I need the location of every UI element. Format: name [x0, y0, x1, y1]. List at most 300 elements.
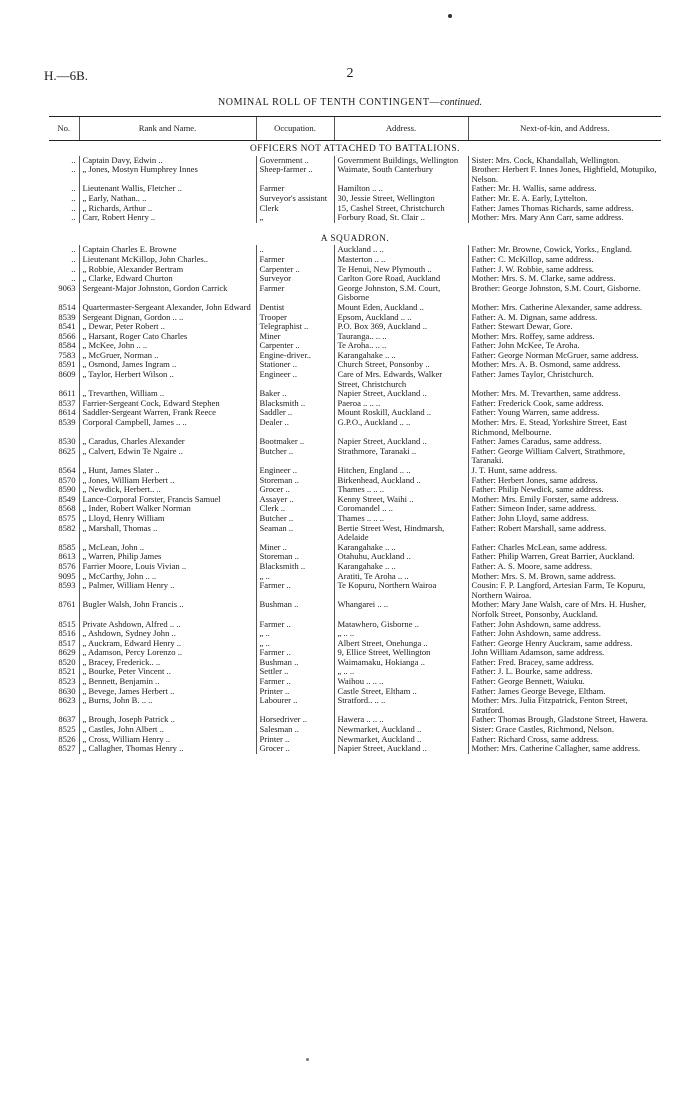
table-row: [49, 572, 661, 582]
cell-next-of-kin: Mother: Mrs. S. M. Brown, same address.: [468, 572, 661, 582]
cell-rank-name: „ Brough, Joseph Patrick ..: [79, 715, 256, 725]
cell-address: Hitchen, England .. ..: [334, 466, 468, 476]
cell-rank-name: Lance-Corporal Forster, Francis Samuel: [79, 495, 256, 505]
cell-occupation: Surveyor: [256, 274, 334, 284]
cell-address: Kenny Street, Waihi ..: [334, 495, 468, 505]
cell-address: 30, Jessie Street, Wellington: [334, 194, 468, 204]
cell-number: 8575: [58, 513, 76, 523]
cell-occupation: Blacksmith ..: [256, 562, 334, 572]
cell-rank-name: „ Caradus, Charles Alexander: [79, 437, 256, 447]
table-row: [49, 389, 661, 399]
cell-number: 8520: [58, 657, 76, 667]
table-row: [49, 341, 661, 351]
table-row: [49, 399, 661, 409]
cell-address: Bertie Street West, Hindmarsh, Adelaide: [334, 524, 468, 543]
cell-address: Masterton .. ..: [334, 255, 468, 265]
cell-occupation: Bushman ..: [256, 600, 334, 619]
table-row: [49, 658, 661, 668]
table-row: [49, 677, 661, 687]
cell-rank-name: „ Lloyd, Henry William: [79, 514, 256, 524]
cell-next-of-kin: Mother: Mrs. Mary Ann Carr, same address.: [468, 213, 661, 223]
cell-rank-name: Captain Davy, Edwin ..: [79, 156, 256, 166]
table-row: [49, 696, 661, 715]
cell-occupation: Engine-driver..: [256, 351, 334, 361]
table-row: [49, 184, 661, 194]
cell-next-of-kin: Sister: Grace Castles, Richmond, Nelson.: [468, 725, 661, 735]
table-row: [49, 744, 661, 754]
cell-occupation: Horsedriver ..: [256, 715, 334, 725]
cell-address: Newmarket, Auckland ..: [334, 735, 468, 745]
cell-occupation: Settler ..: [256, 667, 334, 677]
cell-address: „ .. ..: [334, 667, 468, 677]
cell-address: Karangahake .. ..: [334, 543, 468, 553]
cell-number: 8593: [58, 581, 76, 591]
table-row: [49, 245, 661, 255]
cell-occupation: Printer ..: [256, 687, 334, 697]
cell-rank-name: „ Clarke, Edward Churton: [79, 274, 256, 284]
cell-occupation: Surveyor's assistant: [256, 194, 334, 204]
cell-rank-name: Farrier Moore, Louis Vivian ..: [79, 562, 256, 572]
cell-number: ..: [71, 264, 76, 274]
cell-occupation: Carpenter ..: [256, 341, 334, 351]
cell-address: Newmarket, Auckland ..: [334, 725, 468, 735]
cell-next-of-kin: Father: Mr. Browne, Cowick, Yorks., England.: [468, 245, 661, 255]
table-row: [49, 648, 661, 658]
table-row: [49, 620, 661, 630]
cell-address: Matawhero, Gisborne ..: [334, 620, 468, 630]
cell-rank-name: „ Jones, Mostyn Humphrey Innes: [79, 165, 256, 184]
cell-address: Karangahake .. ..: [334, 351, 468, 361]
cell-occupation: Bushman ..: [256, 658, 334, 668]
cell-number: 8591: [58, 360, 76, 370]
table-row: [49, 351, 661, 361]
table-row: [49, 476, 661, 486]
table-row: [49, 204, 661, 214]
table-row: [49, 360, 661, 370]
cell-number: 8527: [58, 744, 76, 754]
table-row: [49, 447, 661, 466]
cell-address: Te Henui, New Plymouth ..: [334, 265, 468, 275]
cell-occupation: Grocer ..: [256, 485, 334, 495]
cell-rank-name: „ Harsant, Roger Cato Charles: [79, 332, 256, 342]
cell-address: „ .. ..: [334, 629, 468, 639]
nominal-roll-table: [49, 116, 661, 754]
table-row: [49, 165, 661, 184]
cell-rank-name: „ Newdick, Herbert.. ..: [79, 485, 256, 495]
cell-rank-name: „ Robbie, Alexander Bertram: [79, 265, 256, 275]
table-row: [49, 629, 661, 639]
cell-rank-name: „ Hunt, James Slater ..: [79, 466, 256, 476]
cell-occupation: „ ..: [256, 572, 334, 582]
cell-occupation: Farmer: [256, 284, 334, 303]
cell-number: 8630: [58, 686, 76, 696]
cell-occupation: Clerk: [256, 204, 334, 214]
cell-occupation: Trooper: [256, 313, 334, 323]
cell-address: Birkenhead, Auckland ..: [334, 476, 468, 486]
cell-occupation: „ ..: [256, 639, 334, 649]
table-row: [49, 581, 661, 600]
cell-number: ..: [71, 155, 76, 165]
page-header: [0, 68, 700, 88]
cell-next-of-kin: Father: C. McKillop, same address.: [468, 255, 661, 265]
cell-rank-name: „ Adamson, Percy Lorenzo ..: [79, 648, 256, 658]
table-row: [49, 735, 661, 745]
page-speck: [448, 14, 452, 18]
table-row: [49, 370, 661, 389]
cell-address: P.O. Box 369, Auckland ..: [334, 322, 468, 332]
roll-title: [0, 97, 700, 108]
cell-occupation: „ ..: [256, 629, 334, 639]
table-row: [49, 313, 661, 323]
cell-next-of-kin: Mother: Mrs. E. Stead, Yorkshire Street, East Richmond, Melbourne.: [468, 418, 661, 437]
cell-address: Care of Mrs. Edwards, Walker Street, Christchurch: [334, 370, 468, 389]
cell-rank-name: Farrier-Sergeant Cock, Edward Stephen: [79, 399, 256, 409]
cell-rank-name: „ Ashdown, Sydney John ..: [79, 629, 256, 639]
cell-next-of-kin: Brother: Herbert F. Innes Jones, Highfield, Motupiko, Nelson.: [468, 165, 661, 184]
cell-address: Waimate, South Canterbury: [334, 165, 468, 184]
cell-next-of-kin: Father: George Henry Auckram, same address.: [468, 639, 661, 649]
cell-number: 8515: [58, 619, 76, 629]
cell-number: 8761: [58, 600, 76, 610]
cell-rank-name: „ Bourke, Peter Vincent ..: [79, 667, 256, 677]
section-heading-row: [49, 141, 661, 156]
cell-occupation: Printer ..: [256, 735, 334, 745]
cell-address: Auckland .. ..: [334, 245, 468, 255]
cell-address: G.P.O., Auckland .. ..: [334, 418, 468, 437]
cell-number: 8530: [58, 437, 76, 447]
cell-number: ..: [71, 203, 76, 213]
cell-number: 8590: [58, 485, 76, 495]
table-row: [49, 687, 661, 697]
cell-number: 8549: [58, 494, 76, 504]
table-row: [49, 485, 661, 495]
cell-rank-name: „ McCarthy, John .. ..: [79, 572, 256, 582]
cell-next-of-kin: Father: Fred. Bracey, same address.: [468, 658, 661, 668]
cell-address: Forbury Road, St. Clair ..: [334, 213, 468, 223]
cell-number: 8613: [58, 552, 76, 562]
cell-number: 9063: [58, 283, 76, 293]
table-row: [49, 715, 661, 725]
cell-number: 8521: [58, 667, 76, 677]
column-header-occupation: Occupation.: [256, 117, 334, 141]
cell-next-of-kin: Sister: Mrs. Cock, Khandallah, Wellington.: [468, 156, 661, 166]
cell-occupation: Dealer ..: [256, 418, 334, 437]
cell-next-of-kin: Father: Robert Marshall, same address.: [468, 524, 661, 543]
cell-address: Church Street, Ponsonby ..: [334, 360, 468, 370]
cell-number: 8637: [58, 715, 76, 725]
cell-number: 8570: [58, 475, 76, 485]
cell-number: 8525: [58, 725, 76, 735]
cell-occupation: Farmer ..: [256, 620, 334, 630]
table-body: [49, 141, 661, 754]
cell-next-of-kin: Father: Charles McLean, same address.: [468, 543, 661, 553]
cell-number: ..: [71, 193, 76, 203]
cell-occupation: Farmer: [256, 255, 334, 265]
cell-next-of-kin: Father: Frederick Cook, same address.: [468, 399, 661, 409]
table-row: [49, 639, 661, 649]
cell-occupation: Baker ..: [256, 389, 334, 399]
cell-next-of-kin: Father: John McKee, Te Aroha.: [468, 341, 661, 351]
cell-rank-name: Lieutenant McKillop, John Charles..: [79, 255, 256, 265]
cell-occupation: Butcher ..: [256, 514, 334, 524]
cell-next-of-kin: Father: James Taylor, Christchurch.: [468, 370, 661, 389]
cell-occupation: Butcher ..: [256, 447, 334, 466]
cell-next-of-kin: Father: John Lloyd, same address.: [468, 514, 661, 524]
cell-number: 8623: [58, 696, 76, 706]
cell-next-of-kin: Father: James George Bevege, Eltham.: [468, 687, 661, 697]
cell-number: ..: [71, 165, 76, 175]
cell-rank-name: Bugler Walsh, John Francis ..: [79, 600, 256, 619]
cell-number: 8537: [58, 398, 76, 408]
cell-next-of-kin: Father: Philip Warren, Great Barrier, Auckland.: [468, 552, 661, 562]
cell-rank-name: „ Warren, Philip James: [79, 552, 256, 562]
cell-next-of-kin: Father: Mr. E. A. Early, Lyttelton.: [468, 194, 661, 204]
cell-rank-name: Captain Charles E. Browne: [79, 245, 256, 255]
cell-number: 8585: [58, 542, 76, 552]
cell-number: 8609: [58, 370, 76, 380]
cell-occupation: Engineer ..: [256, 370, 334, 389]
cell-occupation: Government ..: [256, 156, 334, 166]
cell-next-of-kin: Father: A. S. Moore, same address.: [468, 562, 661, 572]
cell-rank-name: „ Richards, Arthur ..: [79, 204, 256, 214]
cell-address: Otahuhu, Auckland ..: [334, 552, 468, 562]
table-row: [49, 437, 661, 447]
cell-next-of-kin: Mother: Mrs. Catherine Callagher, same address.: [468, 744, 661, 754]
cell-next-of-kin: Father: Stewart Dewar, Gore.: [468, 322, 661, 332]
cell-rank-name: Lieutenant Wallis, Fletcher ..: [79, 184, 256, 194]
cell-occupation: Miner ..: [256, 543, 334, 553]
cell-next-of-kin: Brother: George Johnston, S.M. Court, Gisborne.: [468, 284, 661, 303]
cell-next-of-kin: Father: Herbert Jones, same address.: [468, 476, 661, 486]
table-row: [49, 543, 661, 553]
cell-address: Paeroa .. .. ..: [334, 399, 468, 409]
cell-address: Tauranga.. .. ..: [334, 332, 468, 342]
table-row: [49, 408, 661, 418]
cell-next-of-kin: Mother: Mrs. Catherine Alexander, same address.: [468, 303, 661, 313]
cell-rank-name: „ Dewar, Peter Robert ..: [79, 322, 256, 332]
cell-address: Karangahake .. ..: [334, 562, 468, 572]
cell-rank-name: „ Osmond, James Ingram ..: [79, 360, 256, 370]
cell-address: Mount Eden, Auckland ..: [334, 303, 468, 313]
table-row: [49, 495, 661, 505]
cell-rank-name: Private Ashdown, Alfred .. ..: [79, 620, 256, 630]
cell-number: 8566: [58, 331, 76, 341]
cell-rank-name: „ Bennett, Benjamin ..: [79, 677, 256, 687]
cell-next-of-kin: Mother: Mrs. S. M. Clarke, same address.: [468, 274, 661, 284]
cell-number: ..: [71, 245, 76, 255]
cell-occupation: Farmer ..: [256, 677, 334, 687]
cell-address: Thames .. .. ..: [334, 485, 468, 495]
cell-next-of-kin: Father: Young Warren, same address.: [468, 408, 661, 418]
cell-address: Government Buildings, Wellington: [334, 156, 468, 166]
cell-occupation: Engineer ..: [256, 466, 334, 476]
cell-next-of-kin: Father: Mr. H. Wallis, same address.: [468, 184, 661, 194]
cell-occupation: Miner: [256, 332, 334, 342]
cell-address: Carlton Gore Road, Auckland: [334, 274, 468, 284]
cell-number: 8629: [58, 648, 76, 658]
spacer-cell: [49, 223, 661, 231]
table-row: [49, 303, 661, 313]
cell-rank-name: Sergeant-Major Johnston, Gordon Carrick: [79, 284, 256, 303]
cell-address: Whangarei .. ..: [334, 600, 468, 619]
table-row: [49, 600, 661, 619]
cell-rank-name: „ Trevarthen, William ..: [79, 389, 256, 399]
cell-number: 8568: [58, 504, 76, 514]
cell-address: 9, Ellice Street, Wellington: [334, 648, 468, 658]
cell-next-of-kin: J. T. Hunt, same address.: [468, 466, 661, 476]
cell-rank-name: Sergeant Dignan, Gordon .. ..: [79, 313, 256, 323]
cell-occupation: „: [256, 213, 334, 223]
cell-next-of-kin: Father: James Caradus, same address.: [468, 437, 661, 447]
cell-next-of-kin: Cousin: F. P. Langford, Artesian Farm, Te Kopuru, Northern Wairoa.: [468, 581, 661, 600]
cell-rank-name: „ McGruer, Norman ..: [79, 351, 256, 361]
cell-address: Epsom, Auckland .. ..: [334, 313, 468, 323]
cell-rank-name: Saddler-Sergeant Warren, Frank Reece: [79, 408, 256, 418]
table-row: [49, 156, 661, 166]
cell-next-of-kin: Father: Thomas Brough, Gladstone Street, Hawera.: [468, 715, 661, 725]
cell-next-of-kin: Mother: Mary Jane Walsh, care of Mrs. H. Husher, Norfolk Street, Ponsonby, Auckland.: [468, 600, 661, 619]
section-spacer: [49, 223, 661, 231]
cell-occupation: Farmer ..: [256, 581, 334, 600]
cell-number: ..: [71, 274, 76, 284]
roll-title-main: NOMINAL ROLL OF TENTH CONTINGENT—: [217, 97, 441, 108]
cell-number: 8584: [58, 341, 76, 351]
cell-occupation: Storeman ..: [256, 552, 334, 562]
cell-occupation: Stationer ..: [256, 360, 334, 370]
cell-number: ..: [71, 254, 76, 264]
table-row: [49, 255, 661, 265]
cell-next-of-kin: Father: George Bennett, Waiuku.: [468, 677, 661, 687]
column-header-rank-name: Rank and Name.: [79, 117, 256, 141]
table-row: [49, 524, 661, 543]
cell-address: Napier Street, Auckland ..: [334, 389, 468, 399]
cell-occupation: Storeman ..: [256, 476, 334, 486]
cell-number: 8526: [58, 734, 76, 744]
cell-number: 8576: [58, 561, 76, 571]
cell-rank-name: Carr, Robert Henry ..: [79, 213, 256, 223]
cell-number: 8523: [58, 677, 76, 687]
cell-rank-name: „ Calvert, Edwin Te Ngaire ..: [79, 447, 256, 466]
cell-rank-name: „ Inder, Robert Walker Norman: [79, 504, 256, 514]
document-code: H.—6B.: [44, 68, 89, 83]
page-number: 2: [346, 66, 354, 81]
table-header-row: [49, 117, 661, 141]
cell-number: 8611: [58, 389, 76, 399]
cell-next-of-kin: Father: Philip Newdick, same address.: [468, 485, 661, 495]
table-row: [49, 552, 661, 562]
cell-occupation: Carpenter ..: [256, 265, 334, 275]
cell-number: 8614: [58, 408, 76, 418]
table-row: [49, 322, 661, 332]
cell-address: Thames .. .. ..: [334, 514, 468, 524]
cell-rank-name: „ Marshall, Thomas ..: [79, 524, 256, 543]
cell-rank-name: „ Burns, John B. .. ..: [79, 696, 256, 715]
table-row: [49, 332, 661, 342]
cell-rank-name: „ Auckram, Edward Henry ..: [79, 639, 256, 649]
cell-address: Stratford.. .. ..: [334, 696, 468, 715]
cell-next-of-kin: Father: George Norman McGruer, same address.: [468, 351, 661, 361]
cell-next-of-kin: Father: J. L. Bourke, same address.: [468, 667, 661, 677]
table-row: [49, 265, 661, 275]
cell-number: 8517: [58, 638, 76, 648]
cell-rank-name: Quartermaster-Sergeant Alexander, John Edward: [79, 303, 256, 313]
page-speck-bottom: [306, 1058, 309, 1061]
cell-number: 7583: [58, 350, 76, 360]
cell-address: George Johnston, S.M. Court, Gisborne: [334, 284, 468, 303]
cell-address: Napier Street, Auckland ..: [334, 437, 468, 447]
section-heading-row: [49, 231, 661, 246]
cell-occupation: Sheep-farmer ..: [256, 165, 334, 184]
cell-next-of-kin: Father: Simeon Inder, same address.: [468, 504, 661, 514]
cell-address: Napier Street, Auckland ..: [334, 744, 468, 754]
cell-occupation: Labourer ..: [256, 696, 334, 715]
cell-next-of-kin: Father: A. M. Dignan, same address.: [468, 313, 661, 323]
cell-address: Te Aroha.. .. ..: [334, 341, 468, 351]
cell-number: 8564: [58, 466, 76, 475]
table-row: [49, 514, 661, 524]
table-row: [49, 725, 661, 735]
cell-next-of-kin: Father: John Ashdown, same address.: [468, 629, 661, 639]
cell-number: 8541: [58, 322, 76, 332]
cell-address: Castle Street, Eltham ..: [334, 687, 468, 697]
table-row: [49, 284, 661, 303]
roll-title-suffix: continued.: [440, 97, 483, 108]
table-row: [49, 667, 661, 677]
cell-rank-name: „ Cross, William Henry ..: [79, 735, 256, 745]
cell-rank-name: „ Early, Nathan.. ..: [79, 194, 256, 204]
cell-rank-name: „ Taylor, Herbert Wilson ..: [79, 370, 256, 389]
cell-next-of-kin: Father: George William Calvert, Strathmore, Taranaki.: [468, 447, 661, 466]
column-header-address: Address.: [334, 117, 468, 141]
cell-address: Hamilton .. ..: [334, 184, 468, 194]
table-row: [49, 418, 661, 437]
cell-rank-name: „ Palmer, William Henry ..: [79, 581, 256, 600]
cell-address: Te Kopuru, Northern Wairoa: [334, 581, 468, 600]
cell-occupation: Dentist: [256, 303, 334, 313]
section-heading: A SQUADRON.: [320, 233, 390, 244]
cell-occupation: Blacksmith ..: [256, 399, 334, 409]
cell-occupation: Salesman ..: [256, 725, 334, 735]
cell-next-of-kin: Father: James Thomas Richards, same address.: [468, 204, 661, 214]
table-row: [49, 466, 661, 476]
cell-address: Hawera .. .. ..: [334, 715, 468, 725]
cell-number: ..: [71, 184, 76, 194]
cell-occupation: Telegraphist ..: [256, 322, 334, 332]
cell-address: 15, Cashel Street, Christchurch: [334, 204, 468, 214]
cell-number: 8582: [58, 523, 76, 533]
cell-occupation: Bootmaker ..: [256, 437, 334, 447]
cell-next-of-kin: Father: John Ashdown, same address.: [468, 620, 661, 630]
cell-address: Strathmore, Taranaki ..: [334, 447, 468, 466]
cell-next-of-kin: Mother: Mrs. M. Trevarthen, same address.: [468, 389, 661, 399]
cell-rank-name: „ Jones, William Herbert ..: [79, 476, 256, 486]
cell-rank-name: „ McKee, John .. ..: [79, 341, 256, 351]
cell-rank-name: „ Callagher, Thomas Henry ..: [79, 744, 256, 754]
cell-next-of-kin: Mother: Mrs. Julia Fitzpatrick, Fenton Street, Stratford.: [468, 696, 661, 715]
cell-address: Waimamaku, Hokianga ..: [334, 658, 468, 668]
cell-address: Albert Street, Onehunga ..: [334, 639, 468, 649]
cell-number: 8514: [58, 302, 76, 312]
cell-occupation: Farmer: [256, 184, 334, 194]
cell-number: 8539: [58, 418, 76, 428]
table-row: [49, 194, 661, 204]
cell-address: Coromandel .. ..: [334, 504, 468, 514]
cell-occupation: Clerk ..: [256, 504, 334, 514]
cell-next-of-kin: Mother: Mrs. A. B. Osmond, same address.: [468, 360, 661, 370]
table-row: [49, 562, 661, 572]
column-header-no: No.: [49, 117, 79, 141]
table-row: [49, 213, 661, 223]
